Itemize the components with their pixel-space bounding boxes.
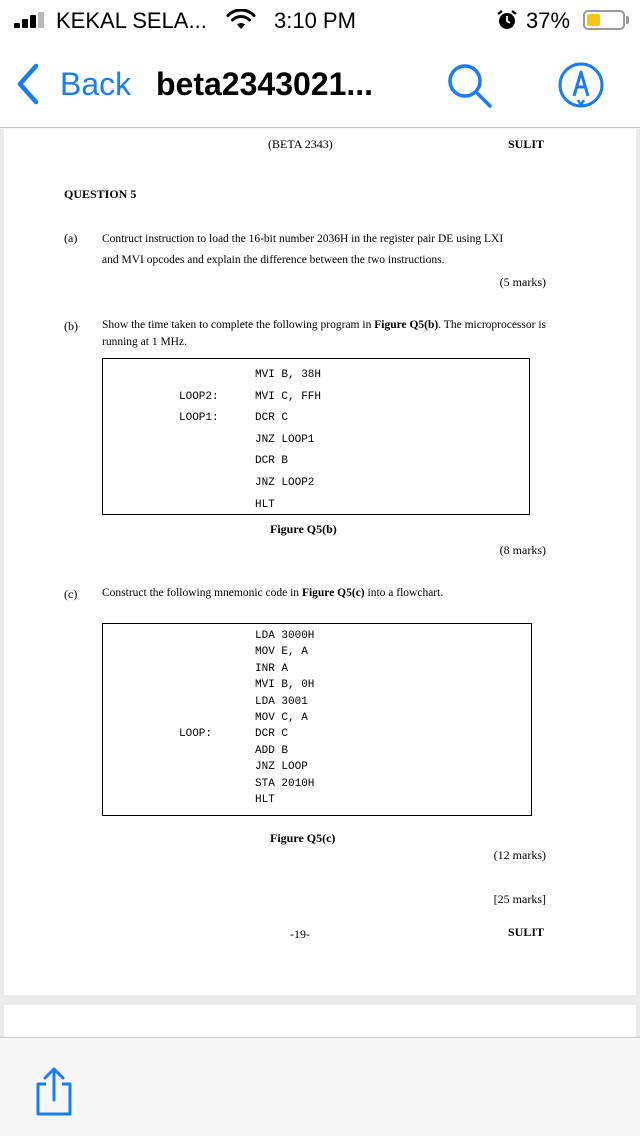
part-c-marks: (12 marks) bbox=[493, 848, 546, 862]
part_b-label: LOOP1: bbox=[179, 412, 219, 425]
part-b-marks: (8 marks) bbox=[499, 543, 546, 557]
battery-percent: 37% bbox=[526, 8, 571, 33]
part_c-instruction: JNZ LOOP bbox=[255, 761, 308, 774]
part_c-instruction: MOV C, A bbox=[255, 712, 308, 724]
part-b-figure-ref: Figure Q5(b) bbox=[374, 319, 439, 331]
part_c-instruction: MOV E, A bbox=[255, 646, 308, 659]
part-b-label: (b) bbox=[64, 319, 78, 333]
part_b-instruction: JNZ LOOP2 bbox=[255, 477, 315, 489]
part_c-instruction: LDA 3001 bbox=[255, 695, 308, 708]
markup-icon[interactable] bbox=[556, 60, 606, 110]
document-viewer[interactable] bbox=[0, 129, 640, 1037]
part_b-instruction: JNZ LOOP1 bbox=[255, 433, 315, 446]
carrier-name: KEKAL SELA... bbox=[56, 8, 207, 33]
part-a-line1: Contruct instruction to load the 16-bit number 2036H in the register pair DE using LXI bbox=[102, 233, 504, 245]
footer-sulit: SULIT bbox=[508, 925, 545, 939]
battery-fill bbox=[587, 14, 600, 26]
part_b-instruction: MVI B, 38H bbox=[255, 369, 322, 381]
battery-nub bbox=[626, 16, 629, 24]
alarm-icon bbox=[496, 9, 518, 31]
part_c-instruction: HLT bbox=[255, 794, 275, 806]
navigation-bar bbox=[0, 40, 640, 128]
part-b-text-pre: Show the time taken to complete the following program in bbox=[102, 319, 375, 331]
question-title: QUESTION 5 bbox=[64, 187, 137, 201]
part-c-text-pre: Construct the following mnemonic code in bbox=[102, 587, 302, 599]
part-c-figure-ref: Figure Q5(c) bbox=[301, 587, 365, 599]
search-icon[interactable] bbox=[444, 60, 494, 110]
part_b-instruction: DCR C bbox=[255, 412, 289, 425]
page-number: -19- bbox=[290, 927, 310, 941]
total-marks: [25 marks] bbox=[493, 892, 546, 906]
part-c-label: (c) bbox=[64, 587, 78, 601]
part-c-text-post: into a flowchart. bbox=[364, 587, 444, 599]
part_c-instruction: DCR C bbox=[255, 728, 289, 741]
part_c-instruction: ADD B bbox=[255, 744, 289, 757]
part_b-instruction: MVI C, FFH bbox=[255, 390, 322, 403]
part_c-instruction: STA 2010H bbox=[255, 777, 315, 790]
part-a-marks: (5 marks) bbox=[499, 275, 546, 289]
figure-q5b-caption: Figure Q5(b) bbox=[270, 522, 337, 536]
back-button[interactable] bbox=[14, 62, 131, 106]
signal-icon bbox=[14, 12, 48, 28]
part_b-instruction: DCR B bbox=[255, 455, 289, 468]
figure-q5b-box bbox=[102, 358, 530, 515]
wifi-icon bbox=[226, 9, 256, 31]
part-a-text bbox=[102, 229, 546, 271]
part_b-instruction: HLT bbox=[255, 498, 275, 511]
course-code: (BETA 2343) bbox=[268, 137, 333, 151]
part-a-line2: and MVI opcodes and explain the difference between the two instructions. bbox=[102, 254, 445, 266]
back-label: Back bbox=[60, 65, 132, 102]
part-a-label: (a) bbox=[64, 231, 78, 245]
header-sulit: SULIT bbox=[508, 137, 545, 151]
bottom-toolbar bbox=[0, 1037, 640, 1136]
document-title: beta2343021... bbox=[156, 66, 374, 102]
share-icon[interactable] bbox=[32, 1066, 76, 1118]
part-b-text bbox=[102, 317, 546, 351]
part_c-instruction: MVI B, 0H bbox=[255, 679, 315, 692]
figure-q5c-caption: Figure Q5(c) bbox=[270, 831, 336, 845]
part-c-text bbox=[102, 583, 546, 604]
part_c-instruction: LDA 3000H bbox=[255, 630, 315, 642]
part_b-label: LOOP2: bbox=[179, 390, 219, 403]
status-bar bbox=[0, 0, 640, 40]
part-b-text-post: . The microprocessor is running at 1 MHz. bbox=[102, 319, 547, 348]
battery-icon bbox=[583, 10, 625, 30]
figure-q5c-box bbox=[102, 623, 532, 816]
document-page bbox=[4, 129, 636, 995]
part_c-instruction: INR A bbox=[255, 662, 289, 675]
part_c-label: LOOP: bbox=[179, 728, 213, 741]
clock-time: 3:10 PM bbox=[274, 8, 356, 33]
chevron-left-icon bbox=[14, 62, 42, 106]
